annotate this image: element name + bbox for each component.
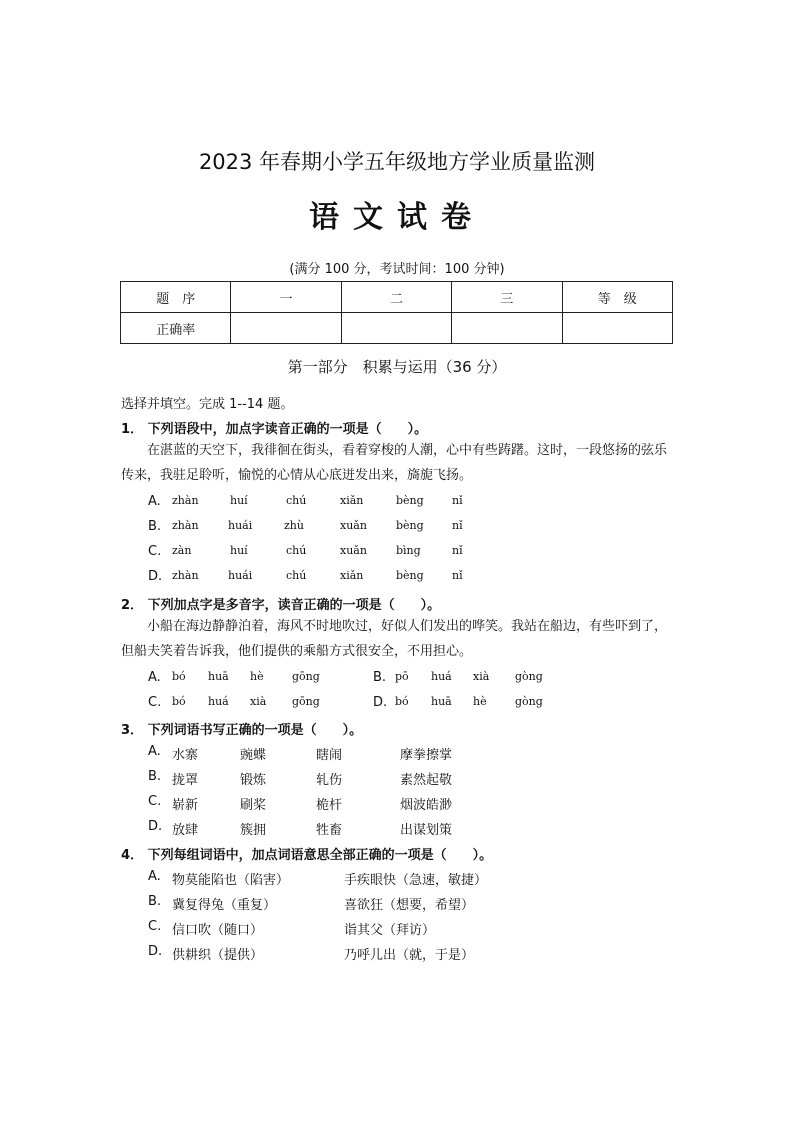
score-header-cell: 等 级 <box>562 282 672 313</box>
word-meaning: 物莫能陷也（陷害） <box>172 873 290 888</box>
word-meaning: 手疾眼快（急速，敏捷） <box>344 873 488 888</box>
pinyin: xiǎn <box>340 494 364 507</box>
word: 拢罩 <box>172 773 199 788</box>
pinyin: bèng <box>396 494 424 507</box>
score-header-cell: 二 <box>341 282 451 313</box>
pinyin: nǐ <box>452 519 463 532</box>
question-4-stem: 4． 下列每组词语中，加点词语意思全部正确的一项是（ ）。 <box>121 848 493 863</box>
pinyin: huí <box>230 494 248 507</box>
pinyin: xuǎn <box>340 519 367 532</box>
option-label: D. <box>148 944 163 959</box>
word: 瞎闹 <box>316 748 343 763</box>
score-header-cell: 一 <box>231 282 341 313</box>
word-meaning: 信口吹（随口） <box>172 923 264 938</box>
word: 水寨 <box>172 748 199 763</box>
pinyin: nǐ <box>452 494 463 507</box>
pinyin: gòng <box>515 695 543 708</box>
score-header-cell: 三 <box>452 282 562 313</box>
pinyin: bèng <box>396 569 424 582</box>
pinyin: huá <box>208 695 229 708</box>
exam-note: (满分 100 分，考试时间：100 分钟) <box>289 262 505 277</box>
score-table-row <box>121 313 673 344</box>
question-1-passage: 在湛蓝的天空下，我徘徊在街头，看着穿梭的人潮，心中有些踌躇。这时，一段悠扬的弦乐传来，我驻足聆听，愉悦的心情从心底迸发出来，旖旎飞扬。 <box>121 443 668 483</box>
pinyin: chú <box>286 569 307 582</box>
pinyin: bó <box>172 670 186 683</box>
option-label: D. <box>148 819 163 834</box>
pinyin: bèng <box>396 519 424 532</box>
score-cell[interactable] <box>452 313 562 344</box>
score-row-label: 正确率 <box>121 313 231 344</box>
word: 放肆 <box>172 823 199 838</box>
pinyin: xià <box>473 670 490 683</box>
question-1-stem: 1． 下列语段中，加点字读音正确的一项是（ ）。 <box>121 422 428 437</box>
question-3-stem: 3． 下列词语书写正确的一项是（ ）。 <box>121 723 363 738</box>
word: 烟波皓渺 <box>400 798 453 813</box>
pinyin: xià <box>250 695 267 708</box>
pinyin: huái <box>228 519 253 532</box>
pinyin: pō <box>395 670 409 683</box>
option-label: C. <box>148 695 162 710</box>
exam-title: 2023 年春期小学五年级地方学业质量监测 <box>198 150 596 174</box>
pinyin: gōng <box>292 695 320 708</box>
word: 崭新 <box>172 798 199 813</box>
word: 豌蝶 <box>240 748 267 763</box>
score-header-cell: 题 序 <box>121 282 231 313</box>
word-meaning: 诣其父（拜访） <box>344 923 436 938</box>
option-label: A. <box>148 744 161 759</box>
pinyin: chú <box>286 544 307 557</box>
word: 出谋划策 <box>400 823 453 838</box>
word-meaning: 冀复得兔（重复） <box>172 898 277 913</box>
pinyin: nǐ <box>452 544 463 557</box>
word-meaning: 喜欲狂（想要，希望） <box>344 898 475 913</box>
subject-title: 语文试卷 <box>309 200 485 235</box>
option-label: C. <box>148 544 162 559</box>
word-meaning: 供耕织（提供） <box>172 948 264 963</box>
option-label: B. <box>373 670 387 685</box>
option-label: A. <box>148 869 161 884</box>
option-label: D. <box>373 695 388 710</box>
word: 素然起敬 <box>400 773 453 788</box>
pinyin: chú <box>286 494 307 507</box>
word-meaning: 乃呼儿出（就，于是） <box>344 948 475 963</box>
score-cell[interactable] <box>231 313 341 344</box>
word: 轧伤 <box>316 773 343 788</box>
pinyin: hè <box>250 670 264 683</box>
pinyin: zhàn <box>172 519 199 532</box>
word: 桅杆 <box>316 798 343 813</box>
pinyin: bìng <box>396 544 421 557</box>
option-label: C. <box>148 794 162 809</box>
pinyin: hè <box>473 695 487 708</box>
pinyin: bó <box>172 695 186 708</box>
word: 锻炼 <box>240 773 267 788</box>
part-title: 第一部分 积累与运用（36 分） <box>287 358 507 376</box>
option-label: A. <box>148 670 161 685</box>
pinyin: zhù <box>284 519 304 532</box>
pinyin: nǐ <box>452 569 463 582</box>
pinyin: xiǎn <box>340 569 364 582</box>
option-label: A. <box>148 494 161 509</box>
word: 牲畜 <box>316 823 343 838</box>
option-label: B. <box>148 894 162 909</box>
pinyin: gòng <box>515 670 543 683</box>
word: 摩拳擦掌 <box>400 748 453 763</box>
option-label: C. <box>148 919 162 934</box>
word: 簇拥 <box>240 823 267 838</box>
score-table <box>120 281 673 344</box>
pinyin: zhàn <box>172 569 199 582</box>
pinyin: huí <box>230 544 248 557</box>
question-2-passage: 小船在海边静静泊着，海风不时地吹过，好似人们发出的哗笑。我站在船边，有些吓到了，但船夫笑着告诉我，他们提供的乘船方式很安全，不用担心。 <box>121 619 668 659</box>
score-cell[interactable] <box>562 313 672 344</box>
option-label: D. <box>148 569 163 584</box>
pinyin: gōng <box>292 670 320 683</box>
score-table-header-row <box>121 282 673 313</box>
pinyin: huā <box>208 670 229 683</box>
score-cell[interactable] <box>341 313 451 344</box>
pinyin: zhàn <box>172 494 199 507</box>
pinyin: zàn <box>172 544 192 557</box>
pinyin: huā <box>431 695 452 708</box>
pinyin: huái <box>228 569 253 582</box>
option-label: B. <box>148 769 162 784</box>
instruction: 选择并填空。完成 1--14 题。 <box>121 397 294 412</box>
word: 刷桨 <box>240 798 267 813</box>
option-label: B. <box>148 519 162 534</box>
pinyin: huá <box>431 670 452 683</box>
question-2-stem: 2． 下列加点字是多音字，读音正确的一项是（ ）。 <box>121 598 441 613</box>
pinyin: bó <box>395 695 409 708</box>
pinyin: xuǎn <box>340 544 367 557</box>
